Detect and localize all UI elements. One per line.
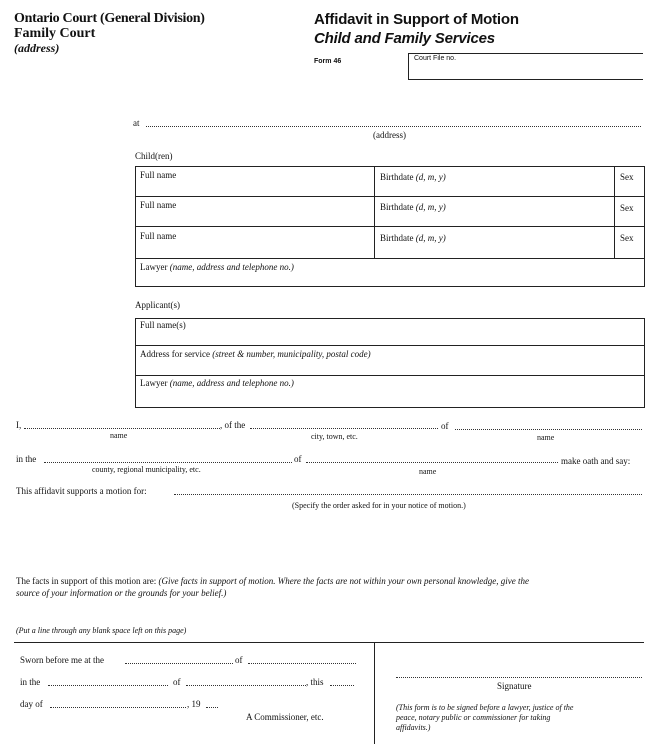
- applicants-section-label: Applicant(s): [135, 300, 180, 310]
- signature-line[interactable]: [396, 677, 642, 678]
- jurat-in-the-line[interactable]: [48, 685, 168, 686]
- sworn-place-line[interactable]: [125, 663, 233, 664]
- deponent-county-name-line[interactable]: [306, 462, 558, 463]
- jurat-top-rule: [14, 642, 644, 643]
- sworn-label: Sworn before me at the: [20, 655, 104, 665]
- form-number: Form 46: [314, 58, 342, 65]
- name-caption-2: name: [537, 433, 555, 442]
- motion-order-line[interactable]: [174, 494, 642, 495]
- lawyer-hint: (name, address and telephone no.): [169, 262, 294, 272]
- child-full-name-field[interactable]: Full name: [140, 170, 177, 180]
- child-birthdate-field[interactable]: [380, 202, 446, 212]
- name-caption: name: [110, 431, 128, 440]
- at-address-line[interactable]: [146, 126, 641, 127]
- this-label: , this: [306, 677, 324, 687]
- facts-instruction: (Give facts in support of motion. Where the facts are not within your own personal knowledge, give the: [158, 576, 530, 586]
- deponent-name-line[interactable]: [24, 428, 220, 429]
- of-label-2: of: [294, 454, 302, 464]
- applicants-table: [135, 318, 645, 408]
- birthdate-hint: (d, m, y): [415, 202, 446, 212]
- jurat-divider: [374, 642, 375, 744]
- birthdate-hint: (d, m, y): [415, 233, 446, 243]
- facts-paragraph: [16, 576, 529, 586]
- motion-caption: (Specify the order asked for in your notice of motion.): [292, 501, 466, 510]
- lawyer-label: Lawyer: [140, 262, 168, 272]
- address-caption: (address): [373, 130, 406, 140]
- name-caption-3: name: [419, 467, 437, 476]
- signing-note-1: (This form is to be signed before a lawyer, justice of the: [396, 703, 574, 712]
- day-of-line[interactable]: [50, 707, 186, 708]
- birthdate-label: Birthdate: [380, 202, 414, 212]
- blank-space-note: (Put a line through any blank space left on this page): [16, 626, 187, 635]
- applicant-full-name-field[interactable]: Full name(s): [140, 320, 186, 330]
- in-the-label: in the: [16, 454, 37, 464]
- child-sex-field[interactable]: Sex: [620, 233, 634, 243]
- at-label: at: [133, 118, 140, 128]
- birthdate-label: Birthdate: [380, 233, 414, 243]
- child-birthdate-field[interactable]: [380, 233, 446, 243]
- form-title: Affidavit in Support of Motion: [314, 11, 519, 28]
- court-branch: Family Court: [14, 26, 96, 41]
- applicant-address-field[interactable]: [140, 349, 371, 359]
- court-name: Ontario Court (General Division): [14, 11, 205, 26]
- motion-supports-label: This affidavit supports a motion for:: [16, 486, 147, 496]
- of-the-label: , of the: [220, 420, 246, 430]
- jurat-of-label: of: [173, 677, 181, 687]
- year-line[interactable]: [206, 707, 218, 708]
- child-sex-field[interactable]: Sex: [620, 203, 634, 213]
- child-full-name-field[interactable]: Full name: [140, 231, 177, 241]
- address-hint: (street & number, municipality, postal code): [212, 349, 371, 359]
- court-address-caption: (address): [14, 41, 60, 55]
- this-line[interactable]: [330, 685, 354, 686]
- facts-lead: The facts in support of this motion are:: [16, 576, 157, 586]
- children-section-label: Child(ren): [135, 151, 173, 161]
- lawyer-hint: (name, address and telephone no.): [169, 378, 294, 388]
- signing-note-2: peace, notary public or commissioner for taking: [396, 713, 551, 722]
- signature-label: Signature: [497, 681, 532, 691]
- commissioner-label: A Commissioner, etc.: [246, 712, 324, 722]
- day-of-label: day of: [20, 699, 43, 709]
- birthdate-hint: (d, m, y): [415, 172, 446, 182]
- facts-instruction-2: source of your information or the grounds for your belief.): [16, 588, 227, 598]
- applicant-lawyer-field[interactable]: [140, 378, 294, 388]
- deponent-place-line[interactable]: [455, 429, 642, 430]
- signing-note-3: affidavits.): [396, 723, 431, 732]
- sworn-of-label: of: [235, 655, 243, 665]
- address-label: Address for service: [140, 349, 210, 359]
- year-label: , 19: [187, 699, 201, 709]
- city-caption: city, town, etc.: [311, 432, 358, 441]
- child-sex-field[interactable]: Sex: [620, 172, 634, 182]
- jurat-in-the-label: in the: [20, 677, 41, 687]
- deponent-county-line[interactable]: [44, 462, 292, 463]
- jurat-of-line[interactable]: [186, 685, 306, 686]
- birthdate-label: Birthdate: [380, 172, 414, 182]
- court-file-label: Court File no.: [414, 55, 457, 62]
- deponent-city-line[interactable]: [250, 428, 438, 429]
- child-birthdate-field[interactable]: [380, 172, 446, 182]
- child-lawyer-field[interactable]: [140, 262, 294, 272]
- of-label: of: [441, 421, 449, 431]
- sworn-of-line[interactable]: [248, 663, 356, 664]
- lawyer-label: Lawyer: [140, 378, 168, 388]
- oath-label: make oath and say:: [561, 456, 631, 466]
- court-file-box[interactable]: [408, 53, 643, 80]
- i-label: I,: [16, 420, 22, 430]
- child-full-name-field[interactable]: Full name: [140, 200, 177, 210]
- county-caption: county, regional municipality, etc.: [92, 465, 201, 474]
- form-subtitle: Child and Family Services: [314, 30, 495, 47]
